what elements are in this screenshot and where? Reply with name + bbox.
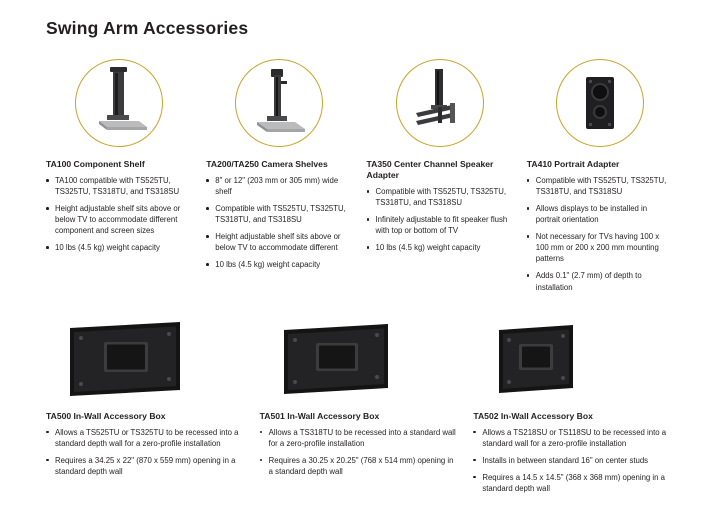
bullet: Allows displays to be installed in portrait orientation — [527, 203, 673, 225]
product-image-ta502 — [473, 313, 673, 405]
bullet: Allows a TS318TU to be recessed into a standard wall for a zero-profile installation — [260, 427, 460, 449]
product-card-ta100 — [46, 53, 206, 259]
bullet: Compatible with TS525TU, TS325TU, TS318TU, and TS318SU — [367, 186, 513, 208]
bullet: Compatible with TS525TU, TS325TU, TS318TU, and TS318SU — [206, 203, 352, 225]
bullet: Height adjustable shelf sits above or below TV to accommodate different component and screen sizes — [46, 203, 192, 236]
product-card-ta500 — [46, 313, 260, 483]
product-card-ta410 — [527, 53, 687, 299]
bullet: 10 lbs (4.5 kg) weight capacity — [367, 242, 513, 253]
image-circle-frame — [556, 59, 644, 147]
bullet: Allows a TS525TU or TS325TU to be recessed into a standard depth wall for a zero-profile installation — [46, 427, 246, 449]
portrait-adapter-illustration — [558, 61, 642, 145]
bullet: Adds 0.1" (2.7 mm) of depth to installation — [527, 270, 673, 292]
product-title-ta350: TA350 Center Channel Speaker Adapter — [366, 159, 494, 180]
product-title-ta500: TA500 In-Wall Accessory Box — [46, 410, 166, 421]
product-title-ta410: TA410 Portrait Adapter — [526, 159, 620, 169]
product-image-ta410 — [527, 53, 673, 153]
product-image-ta200 — [206, 53, 352, 153]
product-card-ta200 — [206, 53, 366, 276]
bullet: Compatible with TS525TU, TS325TU, TS318TU, and TS318SU — [527, 175, 673, 197]
bullet: 10 lbs (4.5 kg) weight capacity — [46, 242, 192, 253]
camera-shelf-illustration — [237, 61, 321, 145]
in-wall-accessory-box-illustration — [64, 316, 186, 402]
bullet: Infinitely adjustable to fit speaker flush with top or bottom of TV — [367, 214, 513, 236]
product-image-ta501 — [260, 313, 460, 405]
in-wall-accessory-box-illustration — [491, 316, 583, 402]
center-channel-speaker-adapter-illustration — [398, 61, 482, 145]
bullet: 10 lbs (4.5 kg) weight capacity — [206, 259, 352, 270]
image-circle-frame — [235, 59, 323, 147]
product-bullets-ta100 — [46, 175, 192, 253]
product-bullets-ta200 — [206, 175, 352, 270]
product-card-ta350 — [367, 53, 527, 259]
product-image-ta350 — [367, 53, 513, 153]
product-row-bottom — [46, 313, 687, 500]
bullet: TA100 compatible with TS525TU, TS325TU, TS318TU, and TS318SU — [46, 175, 192, 197]
bullet: Installs in between standard 16" on center studs — [473, 455, 673, 466]
component-shelf-illustration — [77, 61, 161, 145]
bullet: Not necessary for TVs having 100 x 100 mm or 200 x 200 mm mounting patterns — [527, 231, 673, 264]
in-wall-accessory-box-illustration — [278, 316, 394, 402]
bullet: Allows a TS218SU or TS118SU to be recessed into a standard wall for a zero-profile installation — [473, 427, 673, 449]
product-title-ta100: TA100 Component Shelf — [46, 159, 145, 169]
page-title: Swing Arm Accessories — [46, 18, 249, 38]
product-title-ta502: TA502 In-Wall Accessory Box — [473, 410, 593, 421]
bullet: Requires a 34.25 x 22" (870 x 559 mm) opening in a standard depth wall — [46, 455, 246, 477]
bullet: Height adjustable shelf sits above or below TV to accommodate different — [206, 231, 352, 253]
product-title-ta501: TA501 In-Wall Accessory Box — [259, 410, 380, 421]
product-bullets-ta501 — [260, 427, 460, 477]
image-circle-frame — [75, 59, 163, 147]
product-image-ta500 — [46, 313, 246, 405]
product-bullets-ta410 — [527, 175, 673, 293]
bullet: 8" or 12" (203 mm or 305 mm) wide shelf — [206, 175, 352, 197]
product-bullets-ta500 — [46, 427, 246, 477]
product-card-ta501 — [260, 313, 474, 483]
product-bullets-ta350 — [367, 186, 513, 253]
bullet: Requires a 14.5 x 14.5" (368 x 368 mm) opening in a standard depth wall — [473, 472, 673, 494]
product-row-top — [46, 53, 687, 299]
bullet: Requires a 30.25 x 20.25" (768 x 514 mm) opening in a standard depth wall — [260, 455, 460, 477]
product-bullets-ta502 — [473, 427, 673, 494]
product-title-ta200: TA200/TA250 Camera Shelves — [206, 159, 328, 169]
product-image-ta100 — [46, 53, 192, 153]
product-card-ta502 — [473, 313, 687, 500]
image-circle-frame — [396, 59, 484, 147]
